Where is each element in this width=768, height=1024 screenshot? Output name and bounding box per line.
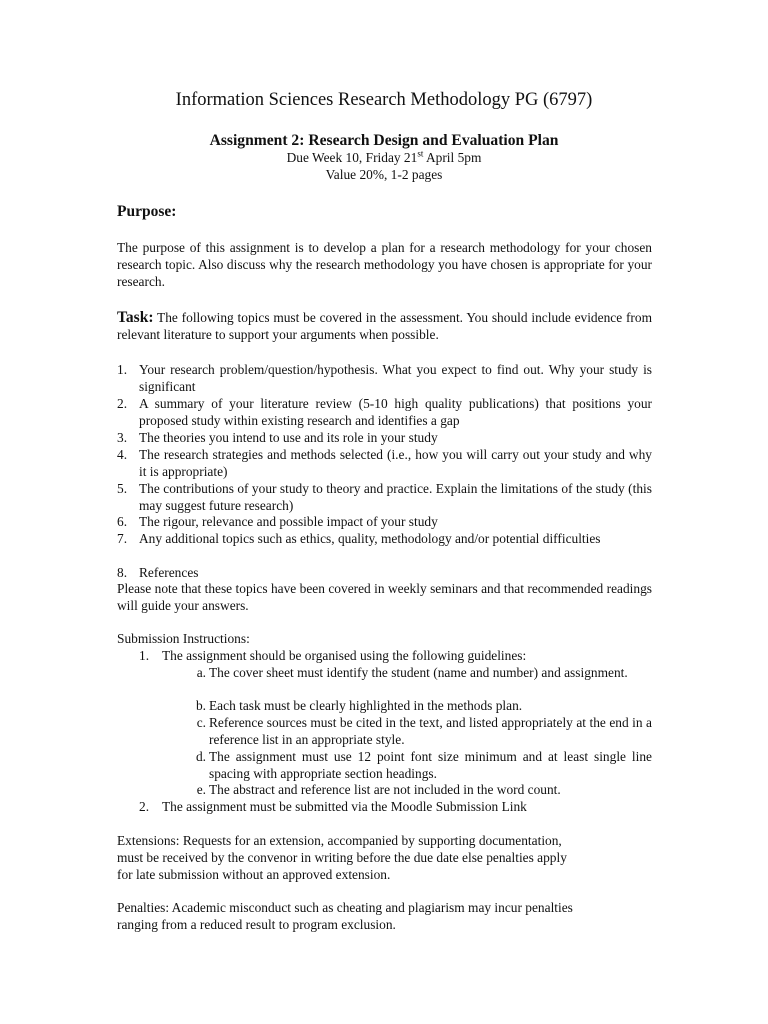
penalties-line: Penalties: Academic misconduct such as cheating and plagiarism may incur penalties bbox=[117, 900, 573, 915]
purpose-heading: Purpose: bbox=[117, 203, 177, 220]
task-item-text: References bbox=[139, 565, 199, 580]
task-item-number: 7. bbox=[117, 531, 128, 546]
task-note: Please note that these topics have been covered in weekly seminars and that recommended readings will guide your answers. bbox=[117, 581, 652, 613]
task-item-text: Any additional topics such as ethics, quality, methodology and/or potential difficulties bbox=[139, 531, 601, 546]
task-item-text: Your research problem/question/hypothesis. What you expect to find out. Why your study is significant bbox=[139, 362, 652, 394]
submission-subitem-text: Reference sources must be cited in the text, and listed appropriately at the end in a reference list in an appropriate style. bbox=[209, 715, 652, 747]
extensions-line: Extensions: Requests for an extension, accompanied by supporting documentation, bbox=[117, 833, 562, 848]
due-date-prefix: Due Week 10, Friday 21 bbox=[286, 150, 418, 165]
task-heading: Task: bbox=[117, 309, 154, 326]
purpose-text: The purpose of this assignment is to develop a plan for a research methodology for your chosen research topic. Also discuss why the research methodology you have chosen is appropriate for your research. bbox=[117, 240, 652, 289]
task-item-number: 8. bbox=[117, 565, 128, 580]
penalties-line: ranging from a reduced result to program exclusion. bbox=[117, 917, 396, 932]
task-item-number: 6. bbox=[117, 514, 128, 529]
submission-item-text: The assignment should be organised using the following guidelines: bbox=[162, 648, 527, 663]
task-text: The following topics must be covered in the assessment. You should include evidence from relevant literature to support your arguments when possible. bbox=[117, 310, 652, 342]
task-item-text: The contributions of your study to theory and practice. Explain the limitations of the study (this may suggest future research) bbox=[139, 481, 652, 513]
extensions-line: must be received by the convenor in writing before the due date else penalties apply bbox=[117, 850, 567, 865]
submission-subitem-letter: e. bbox=[196, 782, 206, 797]
submission-subitem-text: The abstract and reference list are not included in the word count. bbox=[209, 782, 561, 797]
extensions-line: for late submission without an approved extension. bbox=[117, 867, 391, 882]
due-date-suffix: April 5pm bbox=[423, 150, 482, 165]
submission-subitem-text: The assignment must use 12 point font size minimum and at least single line spacing with appropriate section headings. bbox=[209, 749, 652, 781]
task-item-text: The rigour, relevance and possible impact of your study bbox=[139, 514, 438, 529]
due-date bbox=[0, 150, 768, 167]
submission-subitem-text: Each task must be clearly highlighted in the methods plan. bbox=[209, 698, 523, 713]
submission-subitem-letter: a. bbox=[196, 665, 206, 680]
assignment-subtitle: Assignment 2: Research Design and Evaluation Plan bbox=[209, 132, 559, 149]
submission-subitem-text: The cover sheet must identify the student (name and number) and assignment. bbox=[209, 665, 628, 680]
task-item-number: 3. bbox=[117, 430, 128, 445]
submission-heading: Submission Instructions: bbox=[117, 631, 250, 646]
submission-item-number: 2. bbox=[139, 799, 150, 814]
task-paragraph bbox=[117, 310, 652, 344]
task-item-number: 1. bbox=[117, 362, 128, 377]
due-date-suffix-sup: st bbox=[417, 148, 424, 159]
submission-subitem-letter: b. bbox=[195, 698, 206, 713]
submission-subitem-letter: c. bbox=[196, 715, 206, 730]
assignment-value: Value 20%, 1-2 pages bbox=[325, 167, 443, 182]
task-item-number: 4. bbox=[117, 447, 128, 462]
submission-subitem-letter: d. bbox=[195, 749, 206, 764]
document-title: Information Sciences Research Methodology PG (6797) bbox=[175, 90, 593, 110]
task-item-text: A summary of your literature review (5-10 high quality publications) that positions your proposed study within existing research and identifies a gap bbox=[139, 396, 652, 428]
task-item-number: 5. bbox=[117, 481, 128, 496]
task-item-number: 2. bbox=[117, 396, 128, 411]
submission-item-number: 1. bbox=[139, 648, 150, 663]
submission-item-text: The assignment must be submitted via the Moodle Submission Link bbox=[162, 799, 527, 814]
task-item-text: The theories you intend to use and its role in your study bbox=[139, 430, 438, 445]
task-item-text: The research strategies and methods selected (i.e., how you will carry out your study and why it is appropriate) bbox=[139, 447, 652, 479]
